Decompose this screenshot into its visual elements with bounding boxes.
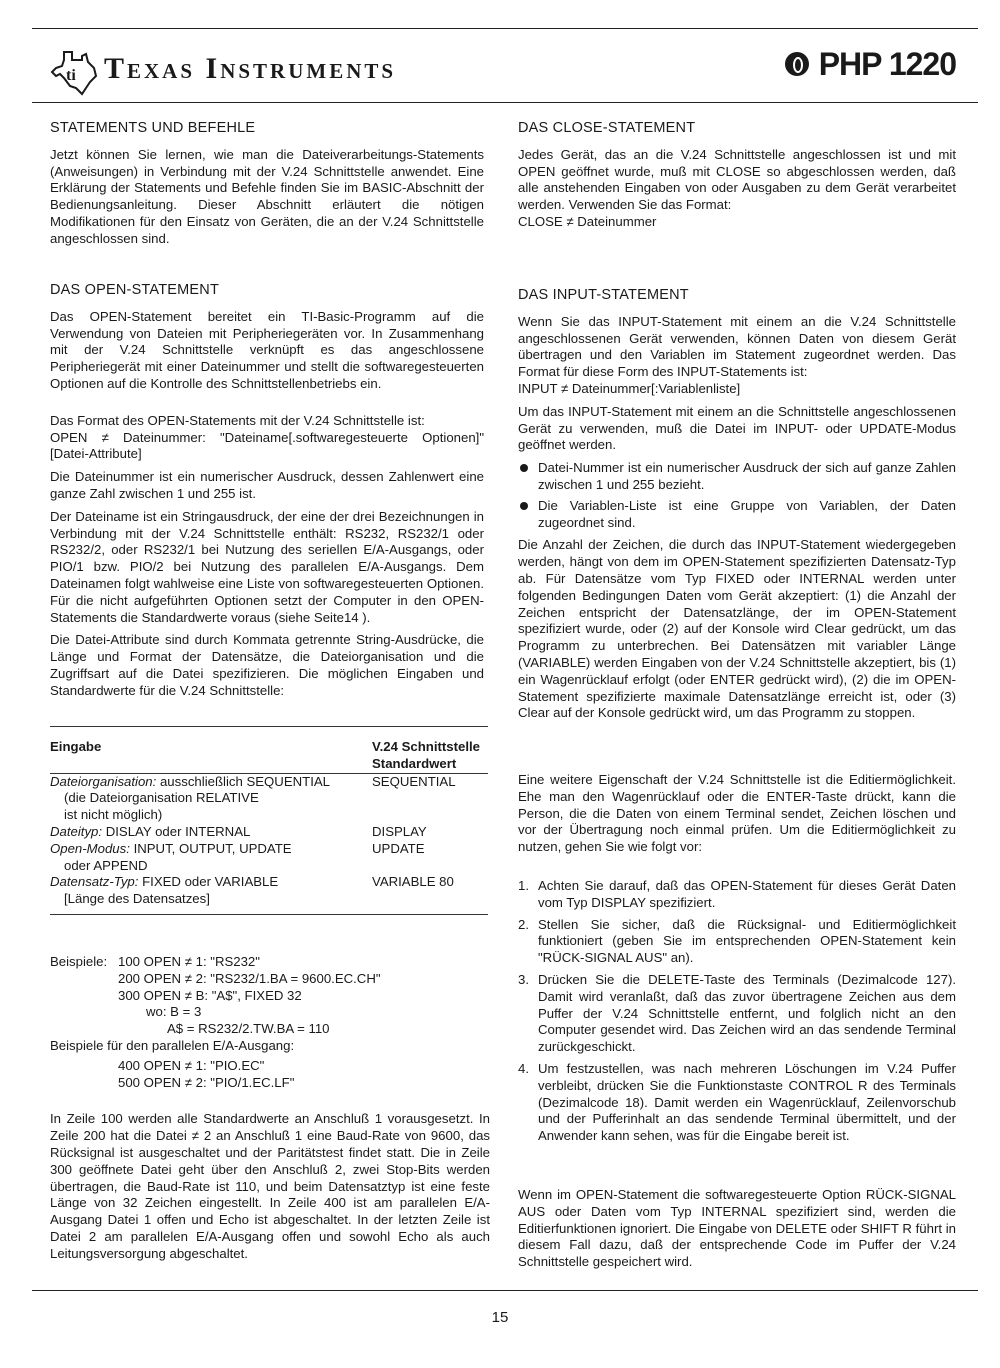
model-text: PHP 1220	[818, 46, 956, 82]
code-line: 500 OPEN ≠ 2: "PIO/1.EC.LF"	[118, 1074, 295, 1090]
paragraph: Das OPEN-Statement bereitet ein TI-Basic-Programm auf die Verwendung von Dateien mit Peripheriegeräten vor. In Zusammenhang mit der V.24 Schnittstelle verknüpft es das angeschlossene Peripheriegerät mit einer Dateinummer und stellt die softwaregesteuerten Optionen auf die Kontrolle des Schnittstellenbetriebs ein.	[50, 308, 484, 391]
list-text: Stellen Sie sicher, daß die Rücksignal- und Editiermöglichkeit funktioniert (geben Sie im entsprechenden OPEN-Statement kein "RÜCK-SIGNAL AUS" an).	[538, 916, 956, 966]
table-bottom-rule	[50, 914, 488, 915]
paragraph: Jedes Gerät, das an die V.24 Schnittstelle angeschlossen ist und mit OPEN geöffnet wurde, muß mit CLOSE so abgeschlossen werden, daß alle anstehenden Eingaben von oder Ausgaben zu dem Gerät verarbeitet werden. Verwenden Sie das Format:	[518, 146, 956, 213]
row-label: Open-Modus:	[50, 840, 130, 856]
attribute-table	[50, 726, 488, 915]
paragraph: Der Dateiname ist ein Stringausdruck, der eine der drei Bezeichnungen in Verbindung mit der V.24 Schnittstelle enthält: RS232, RS232/1 oder RS232/2, oder RS232/1 bei Nutzung des seriellen E/A-Ausgangs, oder PIO/1 bzw. PIO/2 bei Nutzung des parallelen E/A-Ausgangs. Dem Dateinamen folgt wahlweise eine Liste von softwaregesteuerten Optionen. Für die nicht aufgeführten Optionen setzt der Computer in den OPEN-Statements die Standardwerte voraus (siehe Seite14 ).	[50, 508, 484, 625]
row-continuation: [Länge des Datensatzes]	[64, 891, 210, 907]
ti-circle-logo-icon	[785, 52, 809, 76]
paragraph: Die Anzahl der Zeichen, die durch das INPUT-Statement wiedergegeben werden, hängt von dem im OPEN-Statement spezifizierten Datensatz-Typ ab. Für Datensätze vom Typ FIXED oder INTERNAL werden unter folgenden Bedingungen Daten vom Gerät akzeptiert: (1) die Anzahl der Zeichen entspricht der Datensatzlänge, der im OPEN-Statement spezifiziert wurde, oder (2) auf der Konsole wird Clear gedrückt, um das Programm zu unterbrechen. Bei Datensätzen mit variabler Länge (VARIABLE) werden Eingaben von der V.24 Schnittstelle akzeptiert, bis (1) ein Wagenrücklauf erfolgt (oder ENTER gedrückt wird), (2) die im OPEN-Statement spezifizierte maximale Datensatzlänge erreicht ist, oder (3) Clear auf der Konsole gedrückt wird, um das Programm zu stoppen.	[518, 537, 956, 721]
paragraph: Wenn Sie das INPUT-Statement mit einem an die V.24 Schnittstelle angeschlossenen Gerät verwenden, können Daten von diesem Gerät übertragen und den Variablen im Statement zugeordnet werden. Das Format für diese Form des INPUT-Statements ist:	[518, 313, 956, 380]
list-text: Achten Sie darauf, daß das OPEN-Statement für dieses Gerät Daten vom Typ DISPLAY spezifiziert.	[538, 877, 956, 910]
right-column-edit	[518, 772, 956, 1150]
model-name	[785, 46, 956, 83]
row-default: VARIABLE 80	[372, 874, 454, 890]
table-header-v24: V.24 Schnittstelle	[372, 739, 480, 754]
svg-text:ti: ti	[66, 67, 76, 84]
row-label: Datensatz-Typ:	[50, 874, 139, 890]
paragraph: Wenn im OPEN-Statement die softwaregesteuerte Option RÜCK-SIGNAL AUS oder Daten vom Typ INTERNAL spezifiziert sind, werden die Editierfunktionen ignoriert. Die Eingabe von DELETE oder SHIFT R führt in diesem Fall dazu, daß der entsprechende Code im Puffer der V.24 Schnittstelle gespeichert wird.	[518, 1187, 956, 1270]
left-column	[50, 120, 484, 254]
section-statements	[50, 120, 484, 248]
code-line: 100 OPEN ≠ 1: "RS232"	[118, 954, 260, 969]
paragraph: Eine weitere Eigenschaft der V.24 Schnittstelle ist die Editiermöglichkeit. Ehe man den Wagenrücklauf oder die ENTER-Taste drückt, kann die Person, die die Daten von einem Terminal sendet, Zeichen löschen und vor der Übertragung noch einmal prüfen. Um die Editiermöglichkeit zu nutzen, gehen Sie wie folgt vor:	[518, 772, 956, 855]
format-line: [Datei-Attribute]	[50, 446, 142, 462]
left-column-open	[50, 282, 484, 706]
brand-name: Texas Instruments	[104, 52, 397, 85]
format-line: CLOSE ≠ Dateinummer	[518, 213, 657, 229]
section-title: DAS INPUT-STATEMENT	[518, 287, 689, 303]
examples-label: Beispiele:	[50, 954, 108, 969]
row-continuation: (die Dateiorganisation RELATIVE	[64, 790, 259, 806]
table-row	[50, 874, 488, 908]
paragraph: In Zeile 100 werden alle Standardwerte an Anschluß 1 vorausgesetzt. In Zeile 200 hat die Datei ≠ 2 an Anschluß 1 eine Baud-Rate von 9600, das Rücksignal ist ausgeschaltet und der Paritätstest findet statt. Die in Zeile 300 geöffnete Datei geht über den Anschluß 2, zwei Stop-Bits werden übertragen, die Baud-Rate ist 110, und beim Datensatztyp ist eine feste Länge von 32 Zeichen eingestellt. In Zeile 400 ist am parallelen E/A-Ausgang Datei 1 offen und Echo ist abgeschaltet. In der letzten Zeile ist Datei 2 am parallelen E/A-Ausgang offen und sowohl Echo als auch Leitungsversorgung abgeschaltet.	[50, 1111, 490, 1261]
paragraph: Jetzt können Sie lernen, wie man die Dateiverarbeitungs-Statements (Anweisungen) in Verbindung mit der V.24 Schnittstelle anwendet. Eine Erklärung der Statements und Befehle finden Sie im BASIC-Abschnitt der Bedienungsanleitung. Dieser Abschnitt erläutert die nötigen Modifikationen für den Einsatz von Geräten, die an der V.24 Schnittstelle angeschlossen sind.	[50, 146, 484, 246]
row-continuation: oder APPEND	[64, 857, 148, 873]
paragraph: Die Datei-Attribute sind durch Kommata getrennte String-Ausdrücke, die Länge und Format der Datensätze, die Dateiorganisation und die Zugriffsart auf die Datei spezifizieren. Die möglichen Eingaben und Standardwerte für die V.24 Schnittstelle:	[50, 632, 484, 698]
bullet-list	[518, 460, 956, 531]
list-item	[518, 878, 956, 912]
examples-parallel-title: Beispiele für den parallelen E/A-Ausgang:	[50, 1037, 295, 1053]
table-row	[50, 841, 488, 875]
row-default: UPDATE	[372, 840, 425, 856]
row-value: ausschließlich SEQUENTIAL	[156, 773, 331, 789]
row-label: Dateityp:	[50, 823, 103, 839]
list-number: 3.	[518, 971, 529, 987]
top-rule	[32, 28, 978, 29]
numbered-list	[518, 878, 956, 1145]
list-number: 1.	[518, 877, 529, 893]
header-rule	[32, 102, 978, 103]
row-continuation: ist nicht möglich)	[64, 807, 163, 823]
right-column-final	[518, 1187, 956, 1277]
section-title: STATEMENTS UND BEFEHLE	[50, 120, 256, 136]
list-text: Drücken Sie die DELETE-Taste des Terminals (Dezimalcode 127). Damit wird veranlaßt, daß das zuvor übertragene Zeichen aus dem Puffer der V.24 Schnittstelle entfernt, und folglich nicht an den Computer gesendet wird. Das Zeichen wird an das sendende Terminal zurückgeschickt.	[538, 971, 956, 1055]
right-column-input	[518, 287, 956, 728]
row-value: INPUT, OUTPUT, UPDATE	[129, 840, 292, 856]
row-value: DISLAY oder INTERNAL	[102, 823, 251, 839]
section-title: DAS CLOSE-STATEMENT	[518, 120, 696, 136]
table-row	[50, 774, 488, 824]
code-line: 300 OPEN ≠ B: "A$", FIXED 32	[118, 987, 302, 1003]
paragraph: Um das INPUT-Statement mit einem an die Schnittstelle angeschlossenen Gerät zu verwenden, muß die Datei im INPUT- oder UPDATE-Modus geöffnet werden.	[518, 403, 956, 453]
right-column-close	[518, 120, 956, 231]
page-header	[42, 40, 956, 100]
code-line: 200 OPEN ≠ 2: "RS232/1.BA = 9600.EC.CH"	[118, 970, 381, 986]
table-row	[50, 824, 488, 841]
examples-block	[50, 954, 490, 1269]
row-default: DISPLAY	[372, 823, 427, 839]
list-item: Die Variablen-Liste ist eine Gruppe von Variablen, der Daten zugeordnet sind.	[518, 498, 956, 532]
format-line: Das Format des OPEN-Statements mit der V.24 Schnittstelle ist:	[50, 412, 425, 428]
list-text: Um festzustellen, was nach mehreren Löschungen im V.24 Puffer verbleibt, drücken Sie die Funktionstaste CONTROL R des Terminals (Dezimalcode 18). Damit werden ein Wagenrücklauf, Zeilenvorschub und der Pufferinhalt an das sendende Terminal übermittelt, und der Anwender kann sehen, was für die Eingabe bereit ist.	[538, 1060, 956, 1144]
footer-rule	[32, 1290, 978, 1291]
row-default: SEQUENTIAL	[372, 773, 456, 789]
table-header-input: Eingabe	[50, 739, 102, 754]
table-top-rule	[50, 726, 488, 727]
list-item	[518, 917, 956, 967]
list-number: 4.	[518, 1060, 529, 1076]
row-label: Dateiorganisation:	[50, 773, 157, 789]
table-header	[50, 739, 488, 773]
list-item	[518, 1061, 956, 1145]
section-title: DAS OPEN-STATEMENT	[50, 282, 220, 298]
code-line: wo: B = 3	[146, 1004, 202, 1020]
ti-state-logo-icon	[42, 48, 102, 98]
row-value: FIXED oder VARIABLE	[138, 874, 279, 890]
code-line: A$ = RS232/2.TW.BA = 110	[167, 1021, 330, 1037]
format-line: OPEN ≠ Dateinummer: "Dateiname[.softwaregesteuerte Optionen]"	[50, 429, 484, 445]
code-line: 400 OPEN ≠ 1: "PIO.EC"	[118, 1057, 265, 1073]
table-header-default: Standardwert	[372, 755, 457, 771]
list-number: 2.	[518, 916, 529, 932]
paragraph: Die Dateinummer ist ein numerischer Ausdruck, dessen Zahlenwert eine ganze Zahl zwischen 1 und 255 ist.	[50, 469, 484, 501]
format-line: INPUT ≠ Dateinummer[:Variablenliste]	[518, 380, 741, 396]
list-item	[518, 972, 956, 1056]
list-item: Datei-Nummer ist ein numerischer Ausdruck der sich auf ganze Zahlen zwischen 1 und 255 bezieht.	[518, 460, 956, 494]
page-number: 15	[491, 1309, 509, 1326]
